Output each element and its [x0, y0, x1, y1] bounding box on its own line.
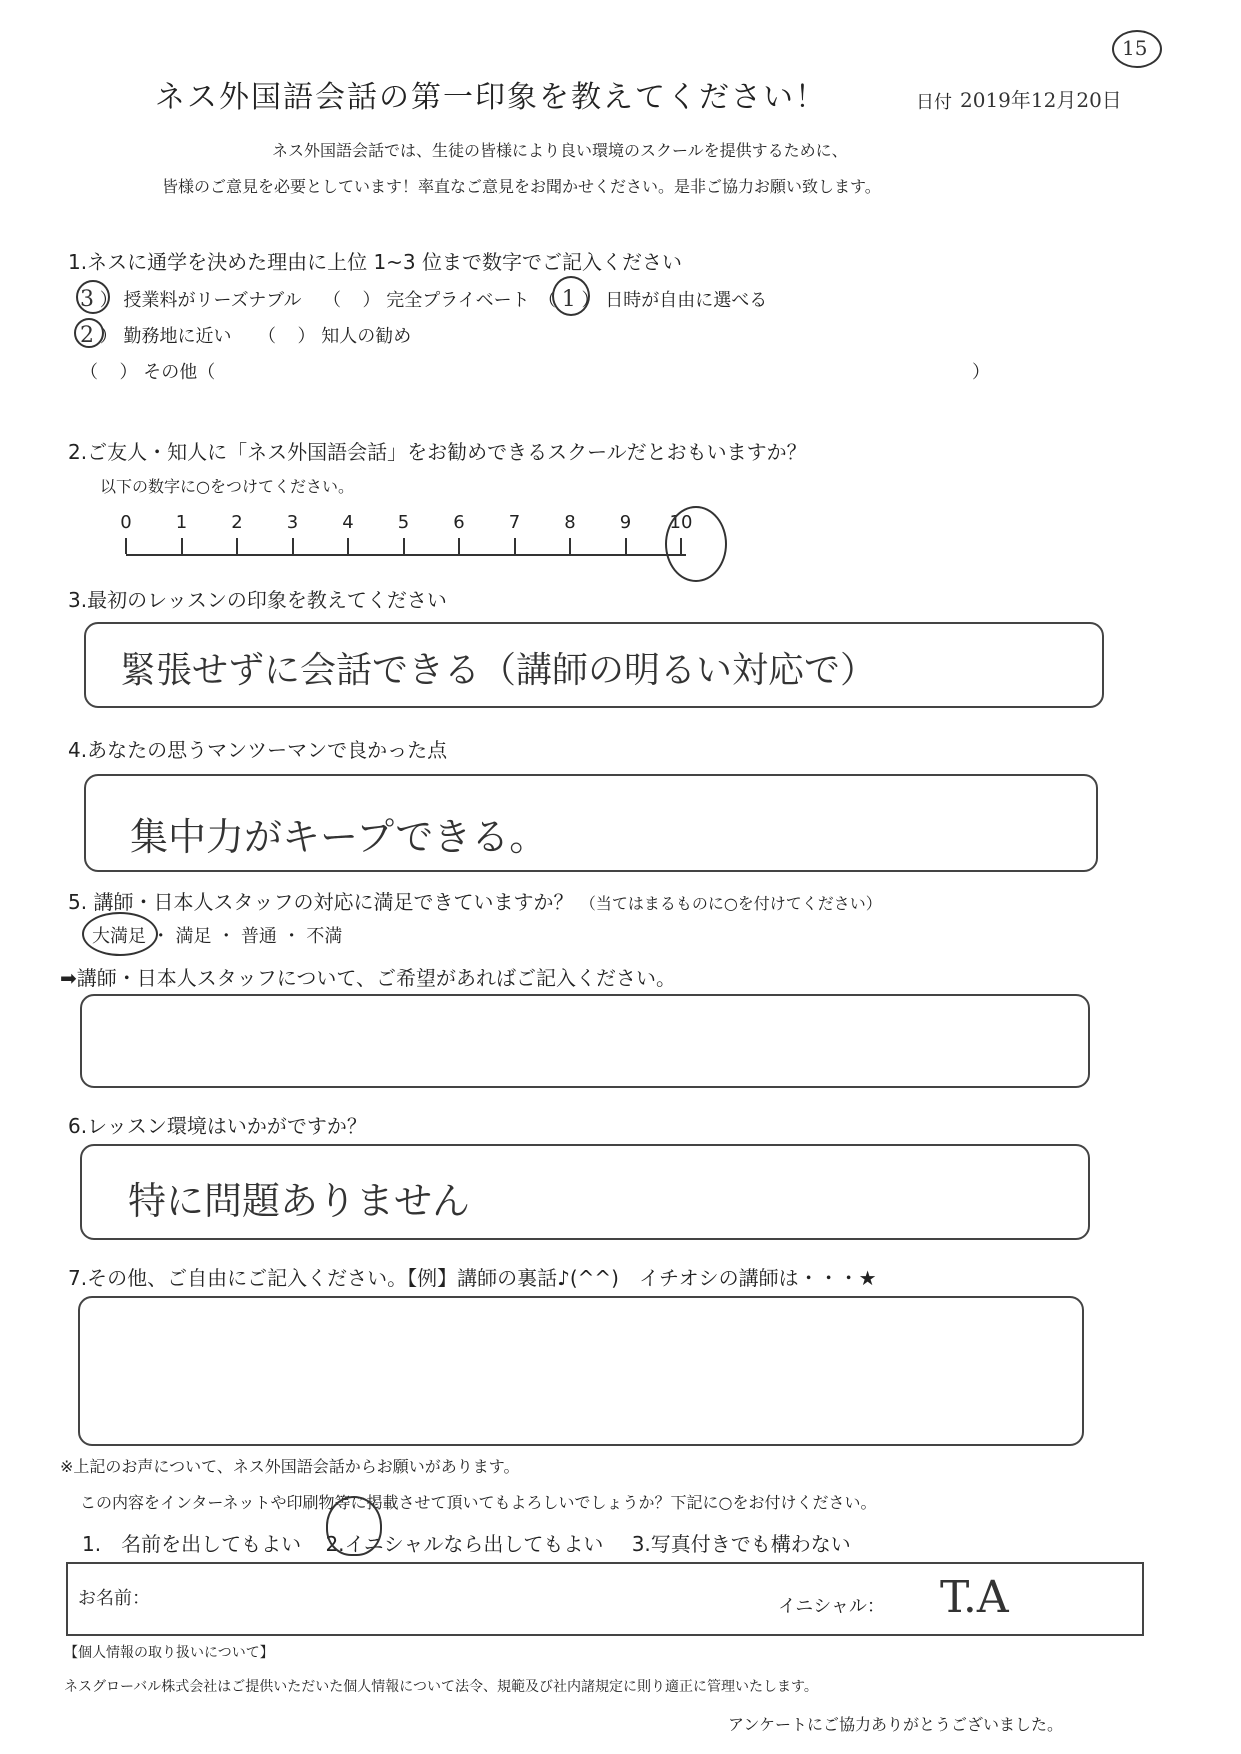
q5-question: [68, 886, 882, 915]
scale-number-6[interactable]: 6: [453, 512, 465, 533]
q1-option-2: [323, 286, 530, 312]
scale-tick: [292, 538, 294, 554]
q1-label-1: 授業料がリーズナブル: [123, 290, 302, 311]
thanks-text: アンケートにご協力ありがとうございました。: [728, 1715, 1064, 1734]
q3-question: 3.最初のレッスンの印象を教えてください: [68, 588, 447, 612]
q5-option-2: 満足: [175, 926, 212, 947]
privacy-heading: 【個人情報の取り扱いについて】: [64, 1645, 274, 1661]
separator: ・: [151, 926, 170, 947]
scale-tick: [458, 538, 460, 554]
consent-option-1[interactable]: 1. 名前を出してもよい: [82, 1532, 302, 1556]
scale-tick: [181, 538, 183, 554]
paren-close: ）: [581, 290, 600, 311]
q4-answer: 集中力がキープできる。: [130, 815, 548, 859]
date-label: 日付: [916, 92, 952, 113]
scale-tick: [625, 538, 627, 554]
date-value: 2019年12月20日: [960, 88, 1122, 112]
q1-mark-1: 3: [80, 287, 94, 312]
q1-option-6: [80, 358, 215, 384]
q1-mark-circle-4: [74, 318, 104, 348]
q1-label-5: 知人の勧め: [321, 326, 412, 347]
q7-question: 7.その他、ご自由にご記入ください。【例】講師の裏話♪(^^) イチオシの講師は・・・★: [68, 1266, 877, 1290]
q1-label-3: 日時が自由に選べる: [605, 290, 768, 311]
q1-option-1: [80, 286, 302, 312]
q1-question: 1.ネスに通学を決めた理由に上位 1~3 位まで数字でご記入ください: [68, 250, 683, 274]
q6-answer: 特に問題ありません: [128, 1179, 471, 1223]
intro-line-1: ネス外国語会話では、生徒の皆様により良い環境のスクールを提供するために、: [272, 141, 848, 160]
q3-answer-box[interactable]: [84, 622, 1104, 708]
scale-tick: [569, 538, 571, 554]
q5-option-1: 大満足: [92, 926, 146, 947]
page-title: ネス外国語会話の第一印象を教えてください！: [155, 80, 827, 115]
scale-tick: [514, 538, 516, 554]
separator: ・: [217, 926, 236, 947]
paren-open: （: [323, 290, 341, 311]
paren-open: （: [80, 362, 98, 383]
rating-selected-circle: [665, 506, 727, 582]
q1-mark-circle-1: [76, 280, 110, 314]
q4-answer-box[interactable]: [84, 774, 1098, 872]
q2-instruction: 以下の数字に○をつけてください。: [100, 477, 354, 496]
q1-label-6: その他（: [143, 362, 216, 383]
q5-note: （当てはまるものに○を付けてください）: [579, 894, 882, 913]
q6-question: 6.レッスン環境はいかがですか？: [68, 1114, 367, 1138]
scale-number-5[interactable]: 5: [397, 512, 410, 533]
q5-option-3: 普通: [240, 926, 277, 947]
q1-label-4: 勤務地に近い: [123, 326, 232, 347]
consent-options: [82, 1528, 851, 1557]
q1-option-5: [258, 322, 411, 348]
scale-tick: [403, 538, 405, 554]
consent-question: この内容をインターネットや印刷物等に掲載させて頂いてもよろしいでしょうか？下記に○をお付けください。: [80, 1493, 877, 1512]
scale-number-9[interactable]: 9: [619, 512, 632, 533]
q1-label-2: 完全プライベート: [386, 290, 530, 311]
paren-close: ）: [362, 290, 381, 311]
scale-number-8[interactable]: 8: [564, 512, 576, 533]
paren-open: （: [538, 290, 556, 311]
paren-close: ）: [119, 362, 138, 383]
q1-mark-circle-3: [552, 276, 590, 316]
consent-selected-circle: [326, 1496, 382, 1556]
page-number: 15: [1122, 36, 1148, 60]
scale-tick: [125, 538, 127, 554]
scale-number-3[interactable]: 3: [286, 512, 299, 533]
scale-number-0[interactable]: 0: [120, 512, 132, 533]
initial-value[interactable]: T.A: [940, 1572, 1009, 1623]
q1-other-close: ）: [972, 362, 990, 383]
q5-question-text: 5. 講師・日本人スタッフの対応に満足できていますか？: [68, 890, 574, 914]
name-label: お名前：: [78, 1588, 150, 1609]
paren-open: （: [258, 326, 276, 347]
scale-tick: [347, 538, 349, 554]
privacy-text: ネスグローバル株式会社はご提供いただいた個人情報について法令、規範及び社内諸規定に則り適正に管理いたします。: [64, 1679, 818, 1695]
q6-answer-box[interactable]: [80, 1144, 1090, 1240]
paren-close: ）: [297, 326, 316, 347]
scale-number-10[interactable]: 10: [669, 512, 693, 533]
q1-mark-3: 1: [561, 287, 576, 312]
separator: ・: [282, 926, 301, 947]
q4-question: 4.あなたの思うマンツーマンで良かった点: [68, 738, 448, 762]
q7-answer-box[interactable]: [78, 1296, 1084, 1446]
q5-selected-circle: [82, 912, 158, 956]
q5-followup-box[interactable]: [80, 994, 1090, 1088]
paren-close: ）: [99, 290, 118, 311]
name-box: [66, 1562, 1144, 1636]
scale-number-1[interactable]: 1: [175, 512, 188, 533]
scale-number-4[interactable]: 4: [342, 512, 354, 533]
q3-answer: 緊張せずに会話できる（講師の明るい対応で）: [120, 650, 877, 691]
scale-number-2[interactable]: 2: [231, 512, 243, 533]
scale-tick: [236, 538, 238, 554]
scale-number-7[interactable]: 7: [508, 512, 521, 533]
initial-label: イニシャル：: [778, 1596, 885, 1617]
intro-line-2: 皆様のご意見を必要としています！率直なご意見をお聞かせください。是非ご協力お願い致します。: [162, 177, 881, 196]
consent-note: ※上記のお声について、ネス外国語会話からお願いがあります。: [60, 1457, 520, 1476]
paren-close: ）: [99, 326, 118, 347]
q5-followup: ➡講師・日本人スタッフについて、ご希望があればご記入ください。: [60, 966, 676, 990]
q5-option-4: 不満: [306, 926, 343, 947]
q2-question: 2.ご友人・知人に「ネス外国語会話」をお勧めできるスクールだとおもいますか？: [68, 440, 807, 464]
scale-baseline: [126, 554, 686, 556]
consent-option-2[interactable]: 2.イニシャルなら出してもよい: [325, 1532, 604, 1556]
consent-option-3[interactable]: 3.写真付きでも構わない: [631, 1532, 851, 1556]
q1-mark-4: 2: [80, 323, 94, 348]
